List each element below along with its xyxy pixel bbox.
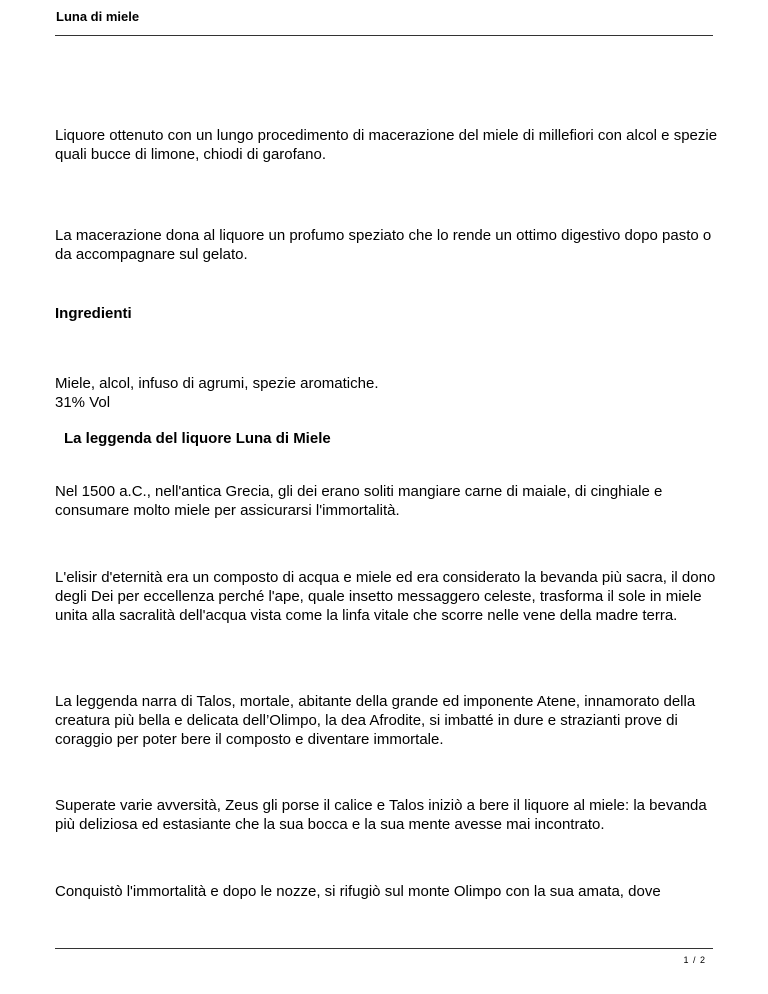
alcohol-content: 31% Vol <box>55 394 111 411</box>
paragraph-talos: La leggenda narra di Talos, mortale, abitante della grande ed imponente Atene, innamorato della creatura più bella e delicata dell’Olimpo, la dea Afrodite, si imbatté in dure e strazianti prove di coraggio per poter bere il composto e diventare immortale. <box>55 693 696 748</box>
paragraph-zeus: Superate varie avversità, Zeus gli porse il calice e Talos iniziò a bere il liquore al miele: la bevanda più deliziosa ed estasiante che la sua bocca e la sua mente avesse mai incontrato. <box>55 797 707 833</box>
ingredients-list: Miele, alcol, infuso di agrumi, spezie aromatiche. <box>55 375 379 392</box>
paragraph-maceration: La macerazione dona al liquore un profumo speziato che lo rende un ottimo digestivo dopo pasto o da accompagnare sul gelato. <box>55 227 712 263</box>
header-divider <box>55 35 713 36</box>
paragraph-immortality: Conquistò l'immortalità e dopo le nozze, si rifugiò sul monte Olimpo con la sua amata, dove <box>55 883 661 900</box>
paragraph-intro: Liquore ottenuto con un lungo procedimento di macerazione del miele di millefiori con alcol e spezie quali bucce di limone, chiodi di garofano. <box>55 127 718 163</box>
document-header-title: Luna di miele <box>56 9 140 24</box>
ingredients-heading: Ingredienti <box>55 305 132 322</box>
legend-heading: La leggenda del liquore Luna di Miele <box>64 430 331 447</box>
footer-divider <box>55 948 713 949</box>
paragraph-elixir: L'elisir d'eternità era un composto di acqua e miele ed era considerato la bevanda più sacra, il dono degli Dei per eccellenza perché l'ape, quale insetto messaggero celeste, trasforma il sole in miele unita alla sacralità dell'acqua vista come la linfa vitale che scorre nelle vene della madre terra. <box>55 569 716 624</box>
page-number: 1 / 2 <box>683 955 706 965</box>
paragraph-ancient-greece: Nel 1500 a.C., nell'antica Grecia, gli dei erano soliti mangiare carne di maiale, di cinghiale e consumare molto miele per assicurarsi l'immortalità. <box>55 483 663 519</box>
